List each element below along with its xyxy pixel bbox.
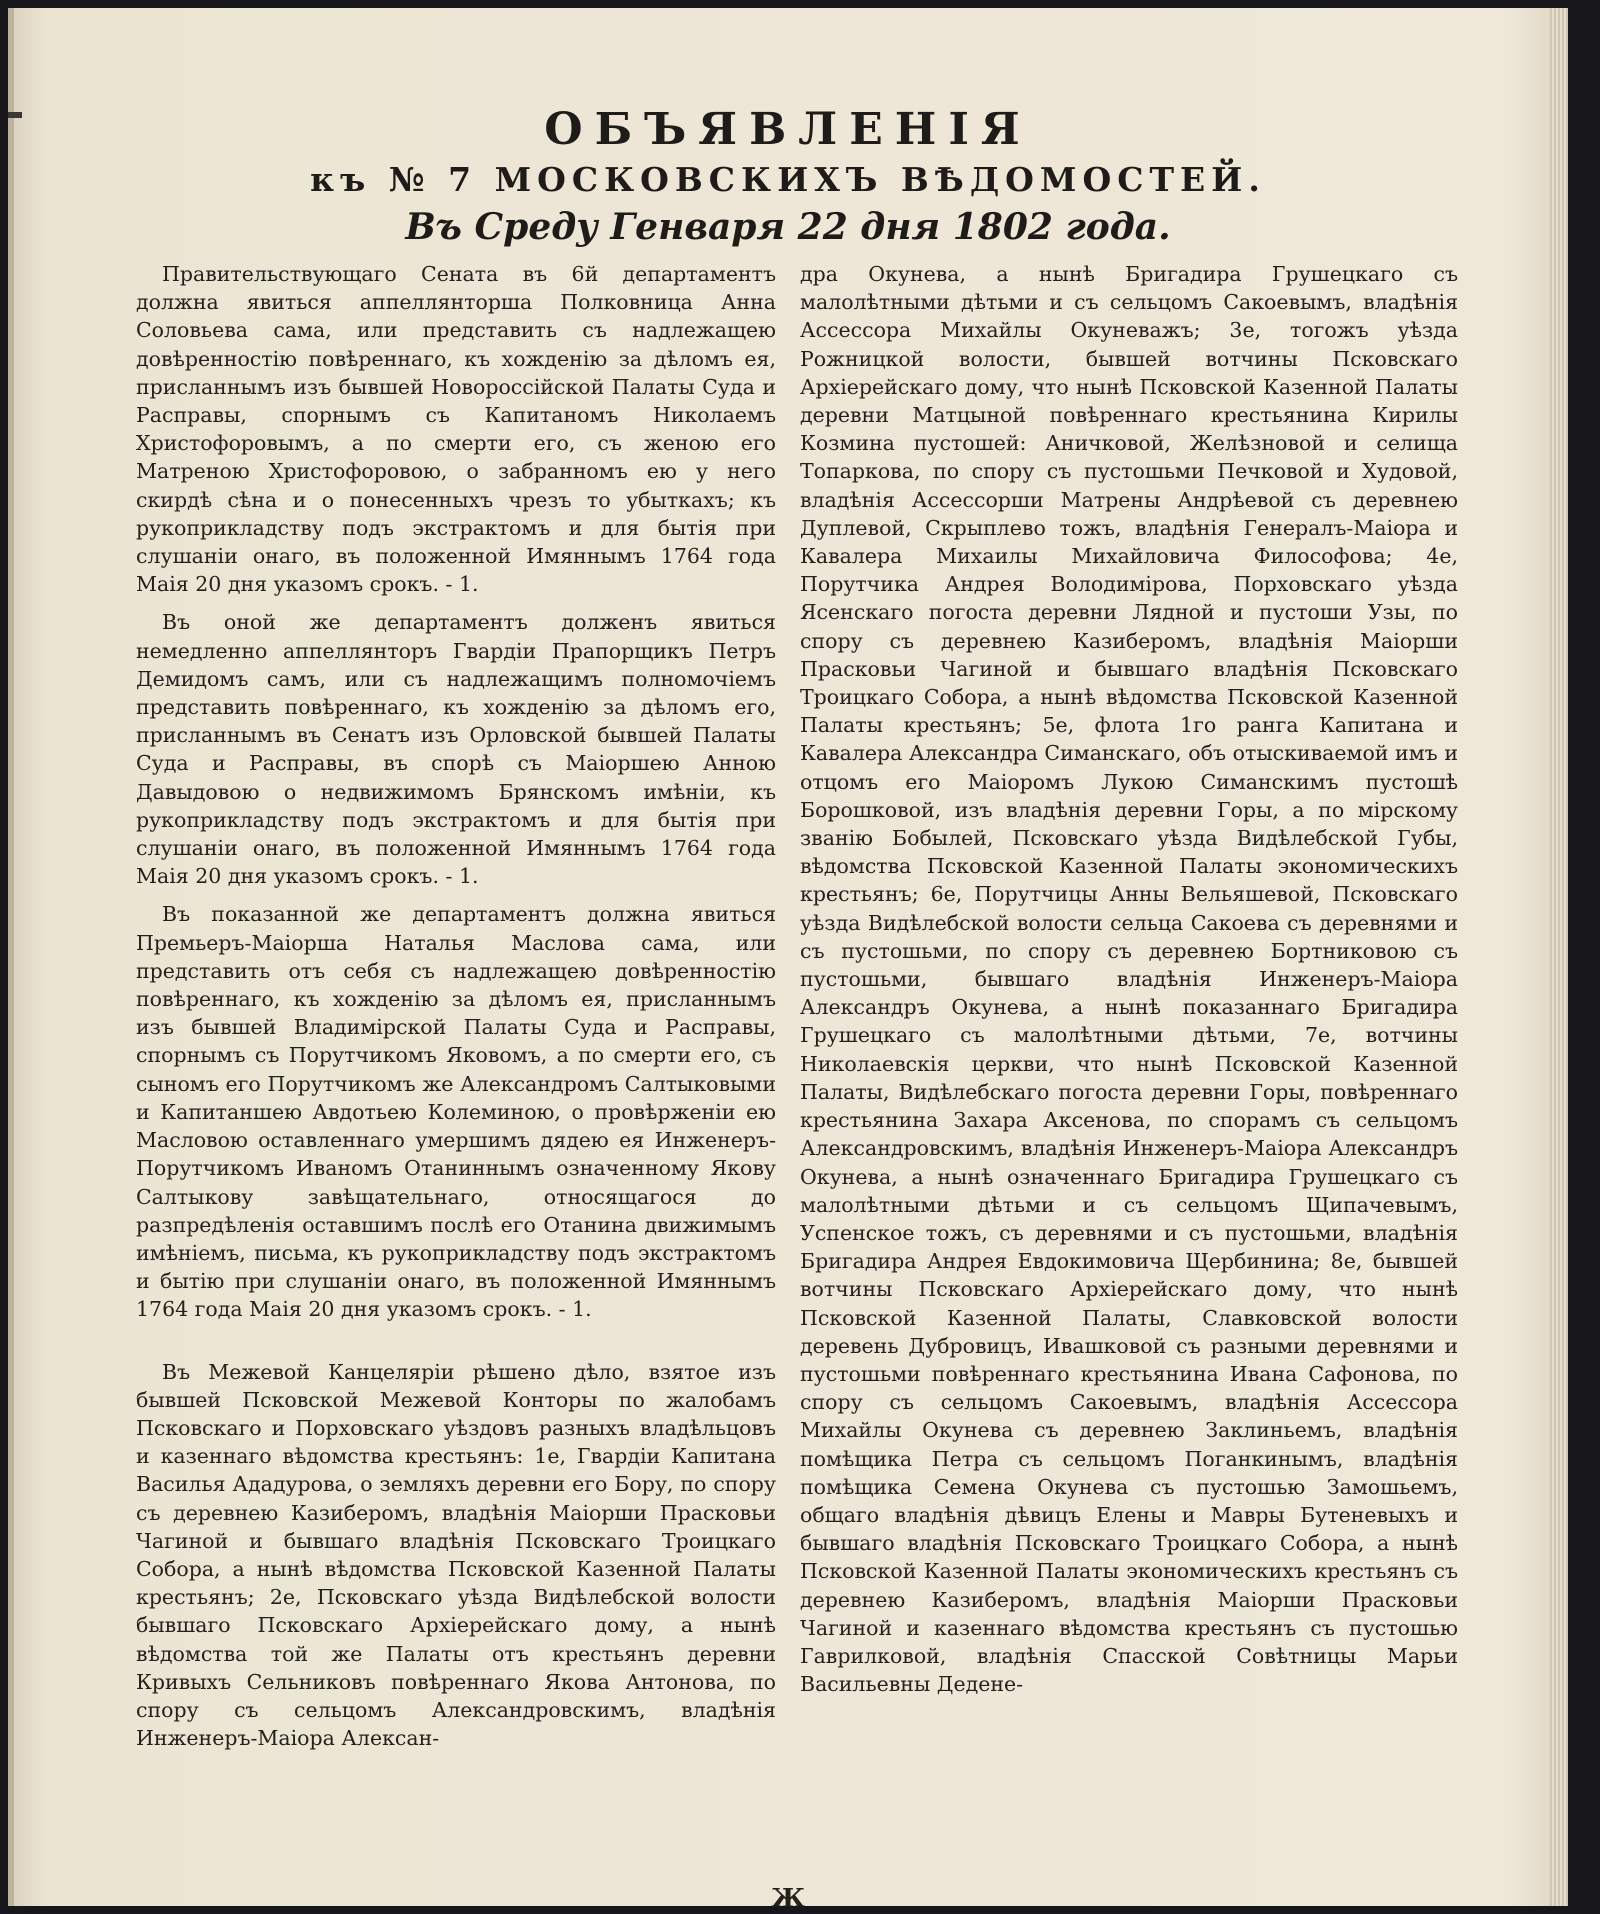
announcement-paragraph: дра Окунева, а нынѣ Бригадира Грушецкаго съ малолѣтными дѣтьми и съ сельцомъ Сакоевымъ, владѣнія Ассессора Михайлы Окуневажъ; 3е, тогожъ уѣзда Рожницкой волости, бывшей вотчины Псковскаго Архіерейскаго дому, что нынѣ Псковской Казенной Палаты деревни Матцыной повѣреннаго крестьянина Кирилы Козмина пустошей: Аничковой, Желѣзновой и селища Топаркова, по спору съ пустошьми Печковой и Худовой, владѣнія Ассессорши Матрены Андрѣевой съ деревнею Дуплевой, Скрыплево тожъ, владѣнія Генералъ-Маіора и Кавалера Михаилы Михайловича Философова; 4е, Порутчика Андрея Володимірова, Порховскаго уѣзда Ясенскаго погоста деревни Лядной и пустоши Узы, по спору съ деревнею Казиберомъ, владѣнія Маіорши Прасковьи Чагиной и бывшаго владѣнія Псковскаго Троицкаго Собора, а нынѣ вѣдомства Псковской Казенной Палаты крестьянъ; 5е, флота 1го ранга Капитана и Кавалера Александра Симанскаго, объ отыскиваемой имъ и отцомъ его Маіоромъ Лукою Симанскимъ пустошѣ Борошковой, изъ владѣнія деревни Горы, а по мірскому званію Бобылей, Псковскаго уѣзда Видѣлебской Губы, вѣдомства Псковской Казенной Палаты экономическихъ крестьянъ; 6е, Порутчицы Анны Вельяшевой, Псковскаго уѣзда Видѣлебской волости сельца Сакоева съ деревнями и съ пустошьми, по спору съ деревнею Бортниковою съ пустошьми, бывшаго владѣнія Инженеръ-Маіора Александръ Окунева, а нынѣ показаннаго Бригадира Грушецкаго съ малолѣтными дѣтьми, 7е, вотчины Николаевскія церкви, что нынѣ Псковской Казенной Палаты, Видѣлебскаго погоста деревни Горы, повѣреннаго крестьянина Захара Аксенова, по спорамъ съ сельцомъ Александровскимъ, владѣнія Инженеръ-Маіора Александръ Окунева, а нынѣ означеннаго Бригадира Грушецкаго съ малолѣтными дѣтьми и съ сельцомъ Щипачевымъ, Успенское тожъ, съ деревнями и съ пустошьми, владѣнія Бригадира Андрея Евдокимовича Щербинина; 8е, бывшей вотчины Псковскаго Архіерейскаго дому, что нынѣ Псковской Казенной Палаты, Славковской волости деревень Дубровицъ, Ивашковой съ разными деревнями и пустошьми повѣреннаго крестьянина Ивана Сафонова, по спору съ сельцомъ Сакоевымъ, владѣнія Ассессора Михайлы Окунева съ деревнею Заклиньемъ, владѣнія помѣщика Петра съ сельцомъ Поганкинымъ, владѣнія помѣщика Семена Окунева съ пустошью Замошьемъ, общаго владѣнія дѣвицъ Елены и Мавры Бутеневыхъ и бывшаго владѣнія Псковскаго Троицкаго Собора, а нынѣ Псковской Казенной Палаты экономическихъ крестьянъ съ деревнею Казиберомъ, владѣнія Маіорши Прасковьи Чагиной и казеннаго вѣдомства крестьянъ съ пустошью Гаврилковой, владѣнія Спасской Совѣтницы Марьи Васильевны Дедене-	[800, 262, 1458, 1697]
page-binding	[8, 8, 14, 1906]
right-column	[800, 260, 1458, 1708]
newspaper-page	[8, 8, 1568, 1906]
page-edge	[1550, 8, 1568, 1906]
left-column	[136, 260, 776, 1762]
page-title: ОБЪЯВЛЕНІЯ	[544, 104, 1032, 155]
page-subtitle: къ № 7 МОСКОВСКИХЪ ВѢДОМОСТЕЙ.	[310, 160, 1266, 199]
announcement-paragraph: Правительствующаго Сената въ 6й департаментъ должна явиться аппеллянторша Полковница Анна Соловьева сама, или представить съ надлежащею довѣренностію повѣреннаго, къ хожденію за дѣломъ ея, присланнымъ изъ бывшей Новороссійской Палаты Суда и Расправы, спорнымъ съ Капитаномъ Николаемъ Христофоровымъ, а по смерти его, съ женою его Матреною Христофоровою, о забранномъ ею у него скирдѣ сѣна и о понесенныхъ чрезъ то убыткахъ; къ рукоприкладству подъ экстрактомъ и для бытія при слушаніи онаго, въ положенной Имяннымъ 1764 года Маія 20 дня указомъ срокъ. - 1.	[136, 262, 776, 597]
announcement-paragraph: Въ Межевой Канцеляріи рѣшено дѣло, взятое изъ бывшей Псковской Межевой Конторы по жалобамъ Псковскаго и Порховскаго уѣздовъ разныхъ владѣльцовъ и казеннаго вѣдомства крестьянъ: 1е, Гвардіи Капитана Василья Ададурова, о земляхъ деревни его Бору, по спору съ деревнею Казиберомъ, владѣнія Маіорши Прасковьи Чагиной и бывшаго владѣнія Псковскаго Троицкаго Собора, а нынѣ вѣдомства Псковской Казенной Палаты крестьянъ; 2е, Псковскаго уѣзда Видѣлебской волости бывшаго Псковскаго Архіерейскаго дому, а нынѣ вѣдомства той же Палаты отъ крестьянъ деревни Кривыхъ Сельниковъ повѣреннаго Якова Антонова, по спору съ сельцомъ Александровскимъ, владѣнія Инженеръ-Маіора Алексан-	[136, 1359, 776, 1751]
signature-mark: Ж	[770, 1884, 806, 1906]
issue-date: Въ Среду Генваря 22 дня 1802 года.	[405, 206, 1171, 248]
announcement-paragraph: Въ оной же департаментъ долженъ явиться немедленно аппеллянторъ Гвардіи Прапорщикъ Петръ Демидомъ самъ, или съ надлежащимъ полномочіемъ представить повѣреннаго, къ хожденію за дѣломъ его, присланнымъ въ Сенатъ изъ Орловской бывшей Палаты Суда и Расправы, въ спорѣ съ Маіоршею Анною Давыдовою о недвижимомъ Брянскомъ имѣніи, къ рукоприкладству подъ экстрактомъ и для бытія при слушаніи онаго, въ положенной Имяннымъ 1764 года Маія 20 дня указомъ срокъ. - 1.	[136, 610, 776, 889]
announcement-paragraph: Въ показанной же департаментъ должна явиться Премьеръ-Маіорша Наталья Маслова сама, или представить отъ себя съ надлежащею довѣренностію повѣреннаго, къ хожденію за дѣломъ ея, присланнымъ изъ бывшей Владимірской Палаты Суда и Расправы, спорнымъ съ Порутчикомъ Яковомъ, а по смерти его, съ сыномъ его Порутчикомъ же Александромъ Салтыковыми и Капитаншею Авдотьею Колеминою, о провѣрженіи ею Масловою оставленнаго умершимъ дядею ея Инженеръ-Порутчикомъ Иваномъ Отаниннымъ означенному Якову Салтыкову завѣщательнаго, относящагося до разпредѣленія оставшимъ послѣ его Отанина движимымъ имѣніемъ, письма, къ рукоприкладству подъ экстрактомъ и бытію при слушаніи онаго, въ положенной Имяннымъ 1764 года Маія 20 дня указомъ срокъ. - 1.	[136, 902, 776, 1322]
